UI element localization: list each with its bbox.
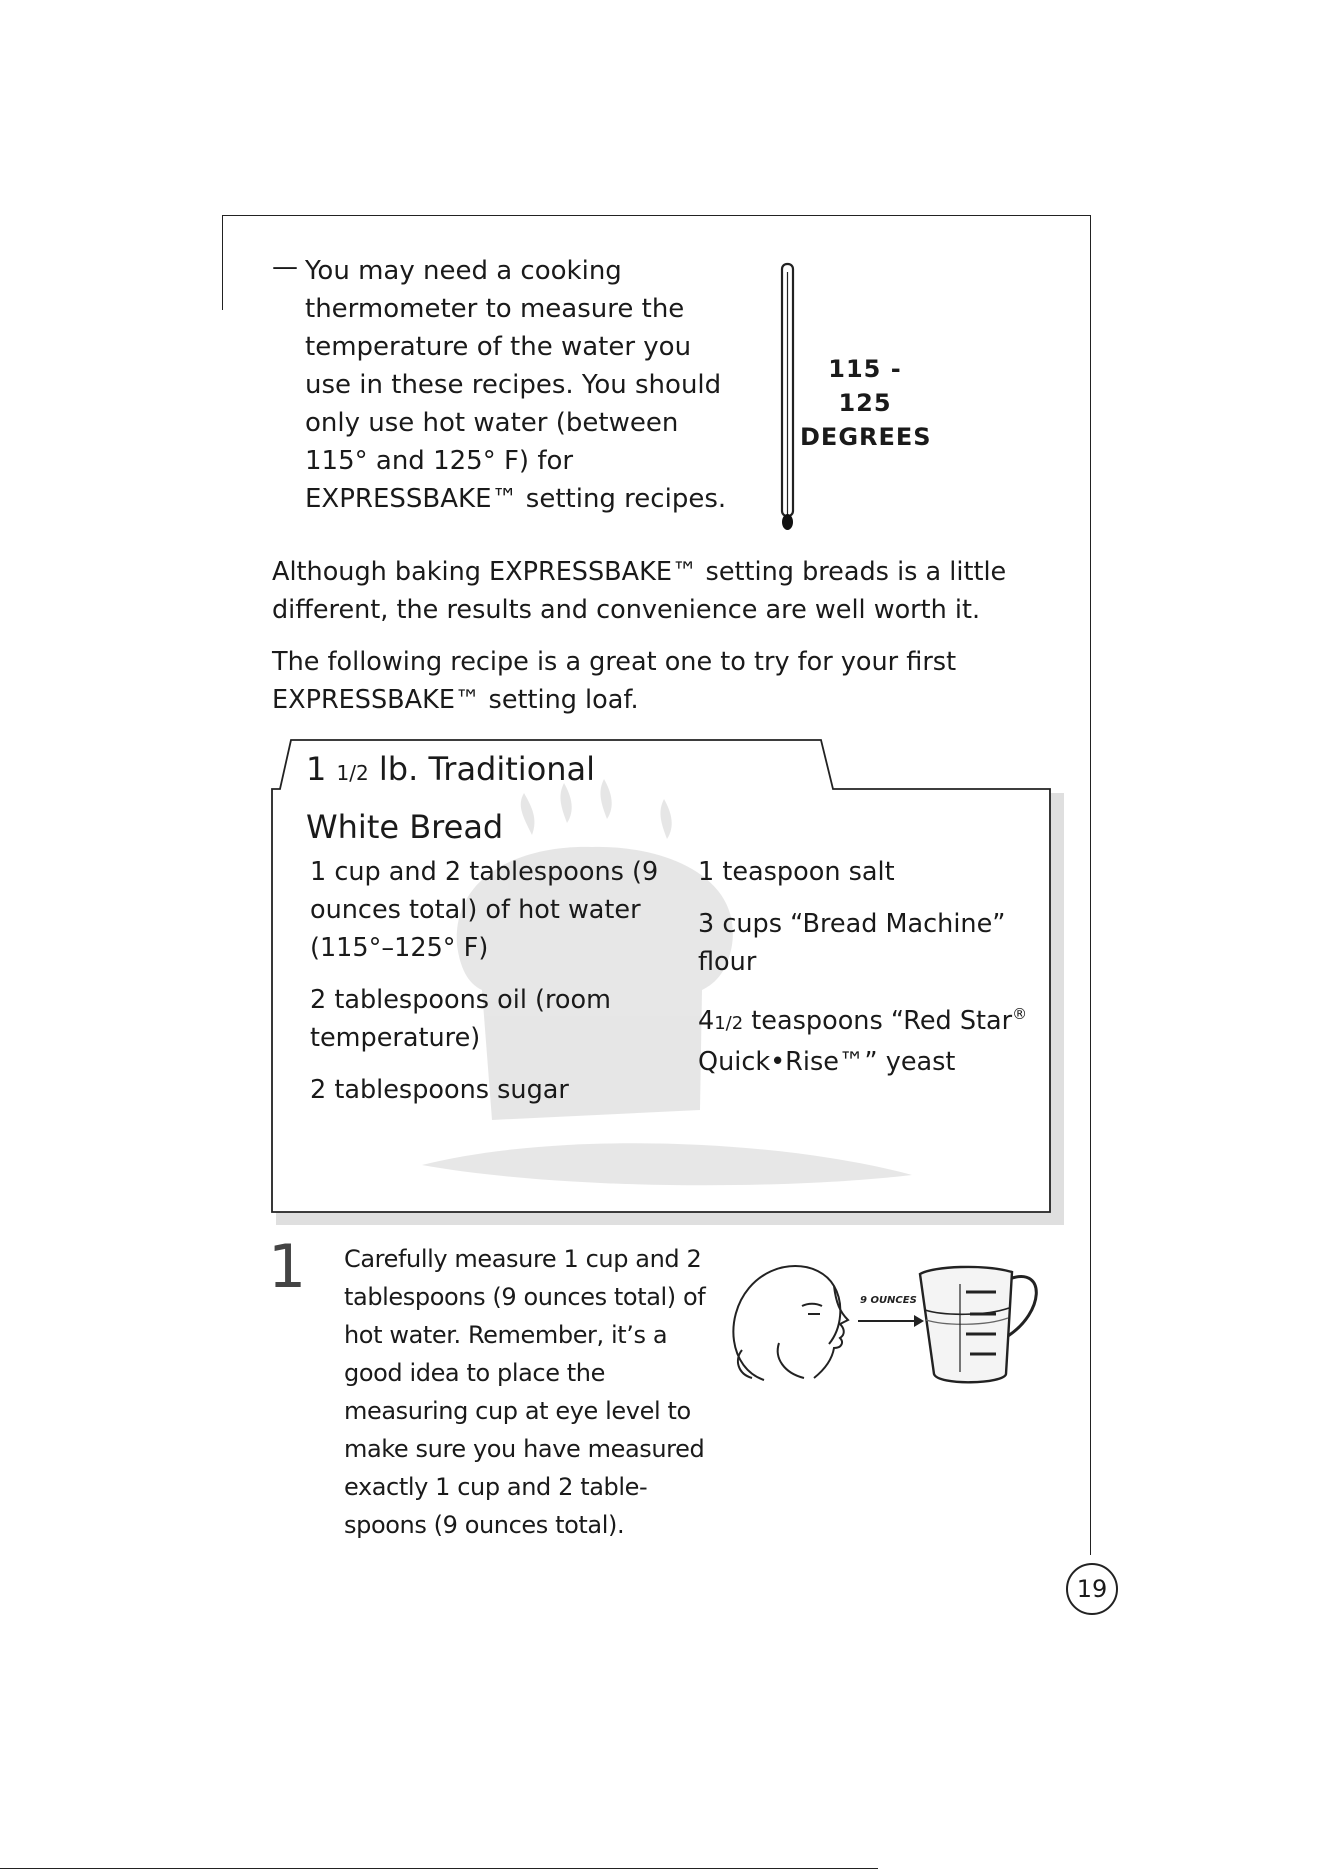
ingredients-left — [310, 853, 670, 1123]
registered-mark: ® — [1012, 1005, 1028, 1023]
ingredients-right — [698, 853, 1038, 1095]
step-1-text: Carefully measure 1 cup and 2 tablespoons (9 ounces total) of hot water. Remember, it’s a good idea to place the measuring cup at eye level to make sure you have measured exactly 1 cup and 2 table-spoons (9 ounces total). — [344, 1245, 706, 1539]
recipe-title-line1 — [306, 742, 806, 800]
page-frame-right — [1090, 215, 1091, 1555]
thermometer-label — [800, 352, 930, 454]
ingredient-water: 1 cup and 2 tablespoons (9 ounces total) of hot water (115°–125° F) — [310, 857, 659, 963]
thermometer-label-line1: 115 - 125 — [828, 355, 902, 417]
ingredient-salt: 1 teaspoon salt — [698, 857, 895, 887]
page-frame-left — [222, 215, 223, 310]
intro-paragraph-2: The following recipe is a great one to try for your first EXPRESSBAKE™ setting loaf. — [272, 647, 957, 715]
measuring-cup-icon — [920, 1267, 1036, 1382]
page-frame-top — [222, 215, 1090, 216]
recipe-title-fraction: 1/2 — [336, 761, 369, 785]
measuring-cup-illustration — [724, 1248, 1054, 1388]
thermometer-label-line2: DEGREES — [800, 423, 932, 451]
step-number: 1 — [268, 1232, 307, 1302]
cup-label: 9 OUNCES — [860, 1295, 917, 1306]
yeast-text: teaspoons “Red Star — [743, 1006, 1013, 1036]
recipe-title — [306, 742, 806, 854]
recipe-title-whole: 1 — [306, 750, 327, 788]
page-number: 19 — [1066, 1563, 1118, 1615]
yeast-whole: 4 — [698, 1006, 715, 1036]
bottom-rule — [0, 1868, 878, 1869]
arrow-icon — [858, 1315, 924, 1327]
ingredient-flour: 3 cups “Bread Machine” flour — [698, 909, 1006, 977]
ingredient-sugar: 2 tablespoons sugar — [310, 1075, 569, 1105]
ingredient-yeast — [698, 995, 1038, 1081]
ingredient-oil: 2 tablespoons oil (room temperature) — [310, 985, 611, 1053]
intro-paragraph-1: Although baking EXPRESSBAKE™ setting breads is a little different, the results and convenience are well worth it. — [272, 557, 1007, 625]
thermometer-note: You may need a cooking thermometer to measure the temperature of the water you use in these recipes. You should only use hot water (between 115° and 125° F) for EXPRESSBAKE™ setting recipes. — [305, 256, 727, 514]
yeast-fraction: 1/2 — [714, 1013, 744, 1034]
note-dash: — — [272, 252, 298, 282]
yeast-line2: Quick•Rise™” yeast — [698, 1047, 956, 1077]
recipe-title-line2: White Bread — [306, 808, 504, 846]
face-icon — [733, 1266, 848, 1380]
recipe-title-rest: lb. Traditional — [368, 750, 596, 788]
